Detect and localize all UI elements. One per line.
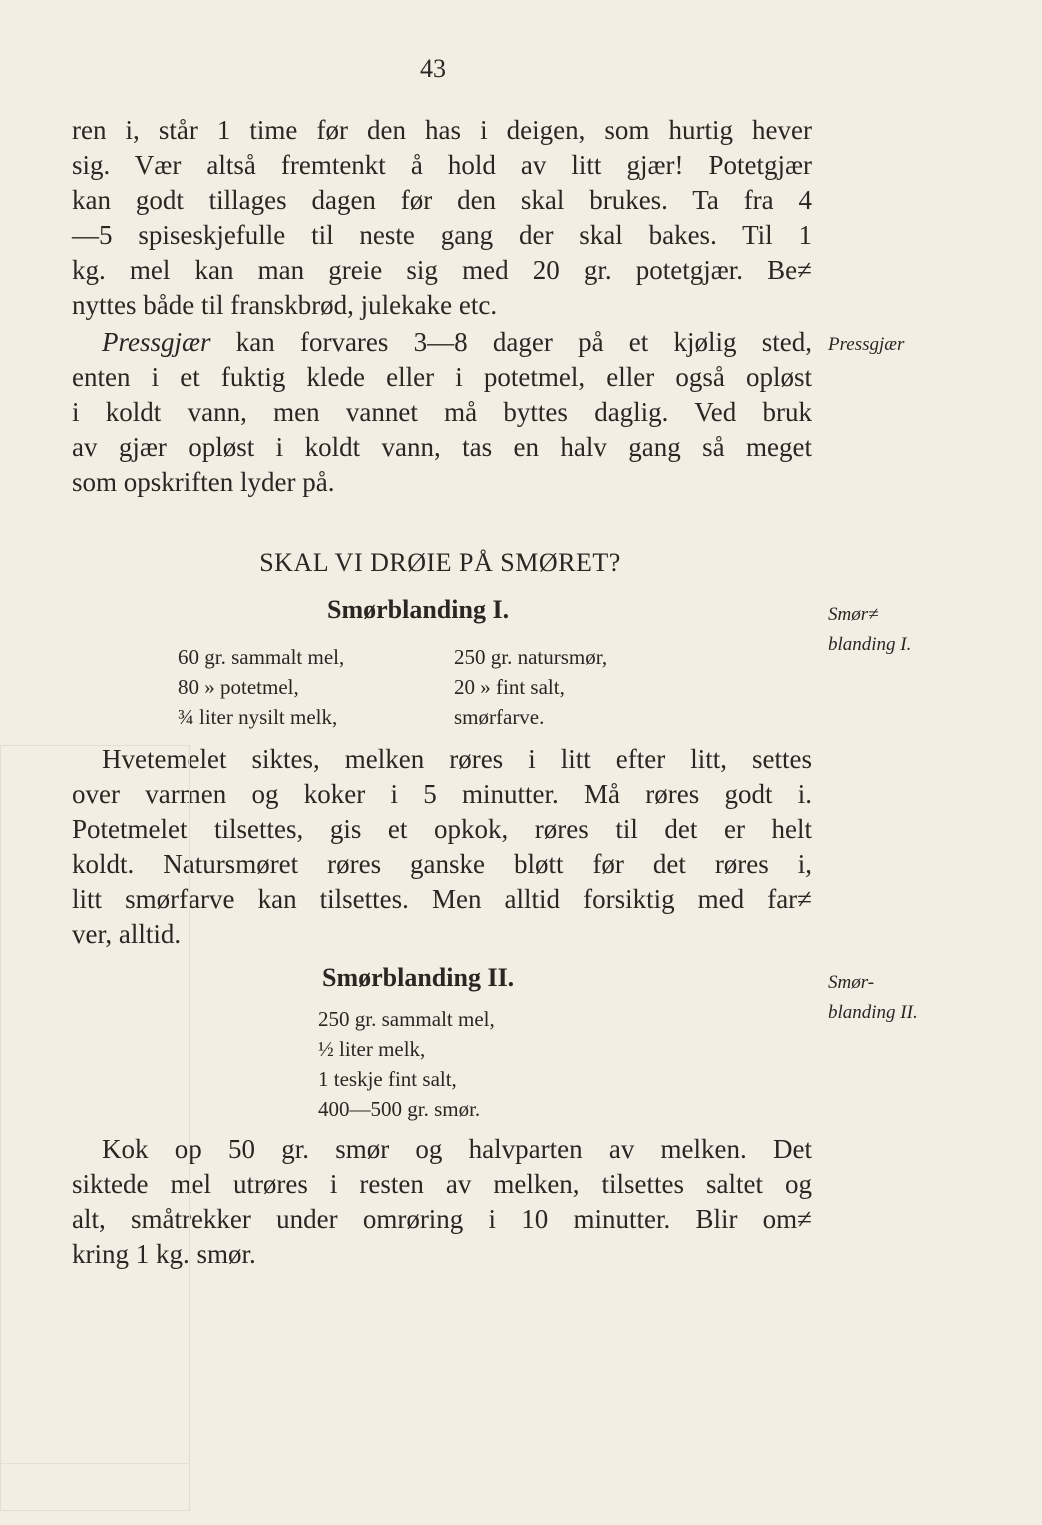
- ingredient-item: smørfarve.: [454, 705, 545, 729]
- text-line: over varmen og koker i 5 minutter. Må røres godt i.: [72, 779, 812, 809]
- ingredient-item: 80 » potetmel,: [178, 675, 299, 699]
- ingredient-item: 1 teskje fint salt,: [318, 1067, 457, 1091]
- margin-note-line: Smør≠: [828, 604, 879, 625]
- ingredients-left-column: [178, 642, 344, 732]
- faint-rule: [0, 1463, 190, 1464]
- margin-note-recipe1: [828, 600, 911, 660]
- margin-note-pressgjaer: Pressgjær: [828, 334, 905, 355]
- pressgjaer-paragraph: [72, 325, 812, 500]
- recipe2-title: Smørblanding II.: [322, 963, 515, 992]
- ingredient-item: 250 gr. sammalt mel,: [318, 1007, 495, 1031]
- text-line: av gjær opløst i koldt vann, tas en halv gang så meget: [72, 432, 812, 462]
- ingredient-item: 250 gr. natursmør,: [454, 645, 608, 669]
- text-line: kan godt tillages dagen før den skal brukes. Ta fra 4: [72, 185, 812, 215]
- ingredients-right-column: [454, 642, 607, 732]
- text-line: ver, alltid.: [72, 919, 182, 949]
- intro-paragraph: [72, 113, 812, 323]
- text-line: kring 1 kg. smør.: [72, 1239, 256, 1269]
- text-line: alt, småtrekker under omrøring i 10 minutter. Blir om≠: [72, 1204, 812, 1234]
- margin-note-recipe2: [828, 968, 918, 1028]
- ingredient-item: 400—500 gr. smør.: [318, 1097, 481, 1121]
- recipe2-ingredients: [318, 1004, 495, 1124]
- ingredient-item: 20 » fint salt,: [454, 675, 565, 699]
- margin-note-line: blanding II.: [828, 1002, 918, 1023]
- faint-ruled-box: [0, 745, 190, 1511]
- text-line: [72, 325, 812, 360]
- section-heading: SKAL VI DRØIE PÅ SMØRET?: [259, 548, 621, 577]
- recipe1-ingredients: [178, 642, 678, 734]
- margin-note-line: Smør-: [828, 972, 875, 993]
- page-number: 43: [420, 54, 446, 83]
- text-line: kg. mel kan man greie sig med 20 gr. potetgjær. Be≠: [72, 255, 812, 285]
- text-line: sig. Vær altså fremtenkt å hold av litt gjær! Potetgjær: [72, 150, 812, 180]
- text-line: —5 spiseskjefulle til neste gang der skal bakes. Til 1: [72, 220, 812, 250]
- text-line: Hvetemelet siktes, melken røres i litt efter litt, settes: [102, 744, 812, 774]
- text-line: enten i et fuktig klede eller i potetmel, eller også opløst: [72, 362, 812, 392]
- margin-note-line: blanding I.: [828, 634, 912, 655]
- text-line: litt smørfarve kan tilsettes. Men alltid forsiktig med far≠: [72, 884, 812, 914]
- ingredient-item: ½ liter melk,: [318, 1037, 426, 1061]
- text-line: ren i, står 1 time før den has i deigen, som hurtig hever: [72, 115, 812, 145]
- pressgjaer-term: Pressgjær: [102, 327, 211, 357]
- ingredient-item: ¾ liter nysilt melk,: [178, 705, 338, 729]
- text-line: nyttes både til franskbrød, julekake etc.: [72, 290, 498, 320]
- text-line: siktede mel utrøres i resten av melken, tilsettes saltet og: [72, 1169, 812, 1199]
- text-line: Potetmelet tilsettes, gis et opkok, røres til det er helt: [72, 814, 812, 844]
- text-line: som opskriften lyder på.: [72, 467, 335, 497]
- text-fragment: kan forvares 3—8 dager på et kjølig sted,: [210, 327, 812, 357]
- text-line: koldt. Natursmøret røres ganske bløtt før det røres i,: [72, 849, 812, 879]
- text-line: i koldt vann, men vannet må byttes daglig. Ved bruk: [72, 397, 812, 427]
- recipe1-title: Smørblanding I.: [327, 595, 510, 624]
- text-line: Kok op 50 gr. smør og halvparten av melken. Det: [102, 1134, 812, 1164]
- ingredient-item: 60 gr. sammalt mel,: [178, 645, 345, 669]
